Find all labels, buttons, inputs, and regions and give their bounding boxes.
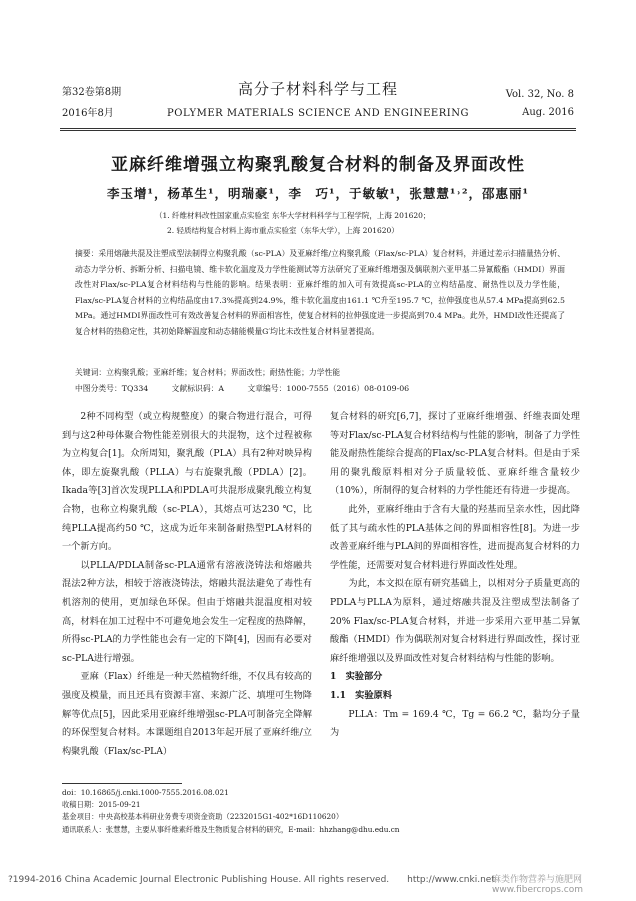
affiliation-1: （1. 纤维材料改性国家重点实验室 东华大学材料科学与工程学院，上海 201620； bbox=[155, 211, 431, 220]
keywords-block bbox=[75, 365, 565, 396]
body-paragraph: 此外，亚麻纤维由于含有大量的羟基而呈亲水性，因此降低了其与疏水性的PLA基体之间的界面相容性[8]。为进一步改善亚麻纤维与PLA间的界面相容性，进而提高复合材料的力学性能，还需要对复合材料进行界面改性处理。 bbox=[330, 503, 580, 571]
keywords: 关键词：立构聚乳酸；亚麻纤维；复合材料；界面改性；耐热性能；力学性能 bbox=[75, 368, 341, 377]
footnote-rule bbox=[62, 783, 182, 784]
section-heading-1-1: 1.1 实验原料 bbox=[330, 689, 392, 701]
copyright-notice: ?1994-2016 China Academic Journal Electronic Publishing House. All rights reserved. http://www.cnki.net bbox=[8, 875, 495, 885]
journal-name-en: POLYMER MATERIALS SCIENCE AND ENGINEERING bbox=[167, 108, 469, 119]
body-paragraph: 2种不同构型（或立构规整度）的聚合物进行混合，可得到与这2种母体聚合物性能差别很大的共混物，这个过程被称为立构复合[1]。众所周知，聚乳酸（PLA）具有2种对映异构体，即左旋聚乳酸（PLLA）与右旋聚乳酸（PDLA）[2]。Ikada等[3]首次发现PLLA和PDLA可共混形成聚乳酸立构复合物，也称立构聚乳酸（sc-PLA），其熔点可达230 ℃，比纯PLLA提高约50 ℃，这成为近年来制备耐热型PLA材料的一个新方向。 bbox=[62, 411, 312, 553]
funding-info: 基金项目：中央高校基本科研业务费专项资金资助（2232015G1-402*16D110620） bbox=[62, 812, 344, 822]
received-date: 收稿日期：2015-09-21 bbox=[62, 800, 141, 810]
section-heading-1: 1 实验部分 bbox=[330, 671, 383, 683]
author-list: 李玉增¹，杨革生¹，明瑞豪¹，李 巧¹，于敏敏¹，张慧慧¹˒²，邵惠丽¹ bbox=[107, 186, 529, 201]
body-column-left bbox=[62, 408, 312, 761]
classification-line: 中图分类号：TQ334 文献标识码：A 文章编号：1000-7555（2016）08-0109-06 bbox=[75, 383, 410, 393]
affiliations bbox=[155, 208, 430, 238]
watermark-text: 麻类作物营养与施肥网 www.fibercrops.com bbox=[492, 875, 583, 895]
header-volume-info-en bbox=[506, 86, 574, 122]
materials-line: PLLA：Tm = 169.4 ℃，Tg = 66.2 ℃，黏均分子量为 bbox=[330, 708, 580, 739]
doi-line: doi：10.16865/j.cnki.1000-7555.2016.08.021 bbox=[62, 788, 229, 797]
corresponding-author: 通讯联系人：张慧慧，主要从事纤维素纤维及生物质复合材料的研究，E-mail：hhzhang@dhu.edu.cn bbox=[62, 824, 400, 834]
body-column-right bbox=[330, 408, 580, 743]
journal-name-cn: 高分子材料科学与工程 bbox=[237, 80, 398, 98]
volume-cn: 第32卷第8期 bbox=[62, 87, 122, 98]
body-paragraph: 复合材料的研究[6,7]，探讨了亚麻纤维增强、纤维表面处理等对Flax/sc-PLA复合材料结构与性能的影响，制备了力学性能及耐热性能综合提高的Flax/sc-PLA复合材料。但是由于采用的聚乳酸原料相对分子质量较低、亚麻纤维含量较少（10%），所制得的复合材料的力学性能还有待进一步提高。 bbox=[330, 411, 580, 497]
header-rule-thin bbox=[60, 130, 576, 131]
body-paragraph: 以PLLA/PDLA制备sc-PLA通常有溶液浇铸法和熔融共混法2种方法，相较于溶液浇铸法，熔融共混法避免了毒性有机溶剂的使用，更加绿色环保。但由于熔融共混温度相对较高，材料在加工过程中不可避免地会发生一定程度的热降解，所得sc-PLA的力学性能也会有一定的下降[4]，因而有必要对sc-PLA进行增强。 bbox=[62, 559, 312, 664]
affiliation-2: 2. 轻质结构复合材料上海市重点实验室（东华大学），上海 201620） bbox=[167, 226, 399, 235]
paper-title: 亚麻纤维增强立构聚乳酸复合材料的制备及界面改性 bbox=[111, 155, 525, 175]
volume-en: Vol. 32, No. 8 bbox=[505, 89, 574, 100]
date-en: Aug. 2016 bbox=[522, 107, 574, 118]
body-paragraph: 为此，本文拟在原有研究基础上，以相对分子质量更高的PDLA与PLLA为原料，通过熔融共混及注塑成型法制备了20% Flax/sc-PLA复合材料，并进一步采用六亚甲基二异氰酸酯（HMDI）作为偶联剂对复合材料进行界面改性，探讨亚麻纤维增强以及界面改性对复合材料结构与性能的影响。 bbox=[330, 578, 580, 664]
abstract: 摘要：采用熔融共混及注塑成型法制得立构聚乳酸（sc-PLA）及亚麻纤维/立构聚乳酸（Flax/sc-PLA）复合材料，并通过差示扫描量热分析、动态力学分析、拆断分析、扫描电镜、维卡软化温度及力学性能测试等方法研究了亚麻纤维增强及偶联剂六亚甲基二异氰酸酯（HMDI）界面改性对Flax/sc-PLA复合材料结构与性能的影响。结果表明：亚麻纤维的加入可有效提高sc-PLA的立构结晶度、耐热性以及力学性能，Flax/sc-PLA复合材料的立构结晶度由17.3%提高到24.9%，维卡软化温度由161.1 ℃升至195.7 ℃，拉伸强度也从57.4 MPa提高到62.5 MPa。通过HMDI界面改性可有效改善复合材料的界面相容性，使复合材料的拉伸强度进一步提高到70.4 MPa。此外，HMDI改性还提高了复合材料的热稳定性，其初始降解温度和动态储能模量G′均比未改性复合材料显著提高。 bbox=[75, 249, 565, 336]
body-paragraph: 亚麻（Flax）纤维是一种天然植物纤维，不仅具有较高的强度及模量，而且还具有资源丰富、来源广泛、填埋可生物降解等优点[5]，因此采用亚麻纤维增强sc-PLA可制备完全降解的环保型复合材料。本课题组自2013年起开展了亚麻纤维/立构聚乳酸（Flax/sc-PLA） bbox=[62, 671, 312, 757]
header-rule bbox=[60, 128, 576, 129]
date-cn: 2016年8月 bbox=[62, 108, 114, 119]
footnotes bbox=[62, 787, 562, 836]
